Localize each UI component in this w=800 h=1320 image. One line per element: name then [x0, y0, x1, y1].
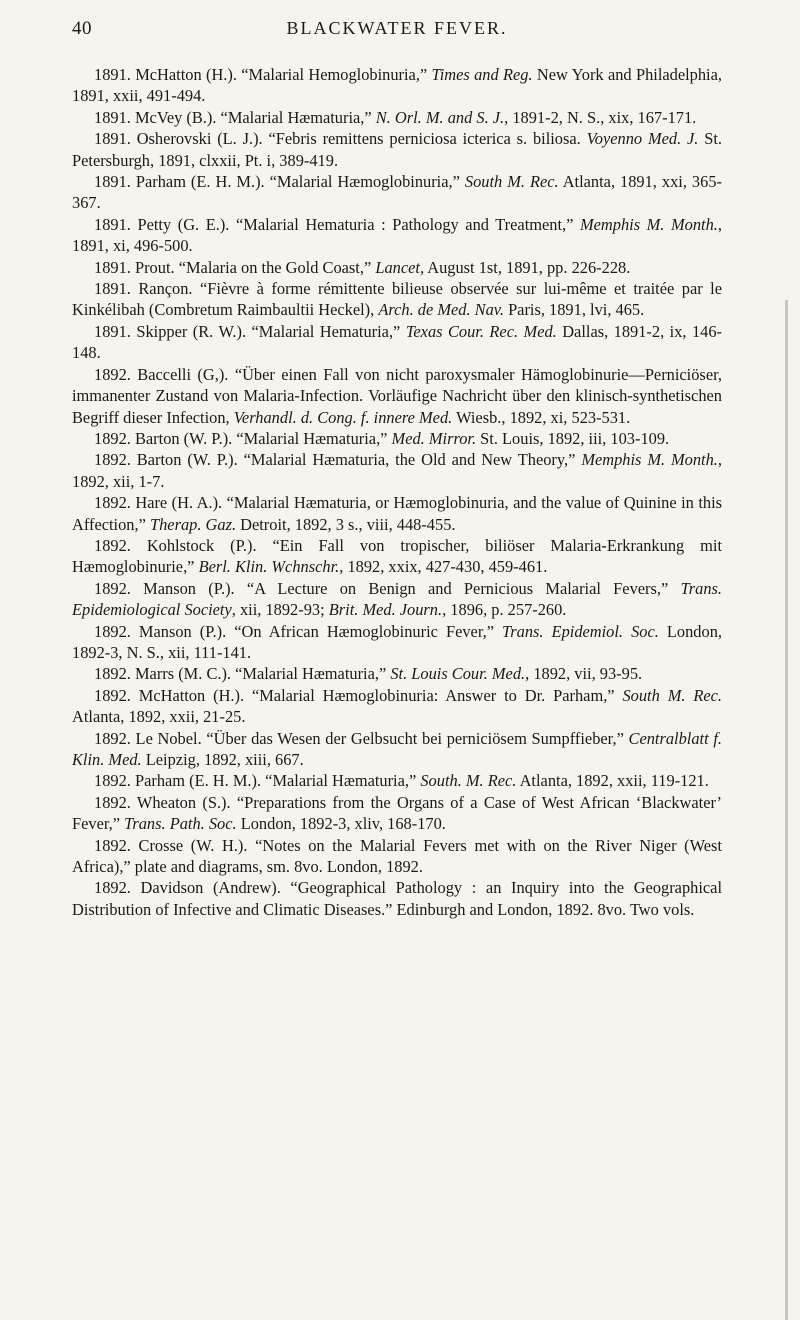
bibliography-entry: [72, 257, 722, 278]
bibliography-entry: [72, 770, 722, 791]
bibliography-entry: [72, 877, 722, 920]
entry-text: 1892. Manson (P.). “On African Hæmoglobinuric Fever,”: [94, 621, 503, 641]
entry-text: 1891. McHatton (H.). “Malarial Hemoglobinuria,”: [94, 65, 432, 84]
entry-text: 1892. Davidson (Andrew). “Geographical Pathology : an Inquiry into the Geographical Distribution of Infective and Climatic Diseases.” Edinburgh and London, 1892. 8vo. Two vols.: [72, 878, 722, 919]
entry-text: 1892. McHatton (H.). “Malarial Hæmoglobinuria: Answer to Dr. Parham,”: [94, 685, 623, 705]
journal-title: Texas Cour. Rec. Med.: [405, 321, 557, 341]
bibliography-entry: [72, 663, 722, 684]
entry-text: , 1891-2, N. S., xix, 167-171.: [504, 107, 697, 127]
journal-title: Trans. Path. Soc.: [124, 814, 237, 834]
journal-title: Trans. Epidemiological Society: [72, 578, 722, 620]
entry-text: 1892. Crosse (W. H.). “Notes on the Malarial Fevers met with on the River Niger (West Africa),” plate and diagrams, sm. 8vo. London, 1892.: [72, 835, 722, 877]
entry-text: Dallas, 1891-2, ix, 146-148.: [72, 321, 722, 363]
entry-text: 1892. Wheaton (S.). “Preparations from the Organs of a Case of West African ‘Blackwater’ Fever,”: [72, 792, 722, 834]
entry-text: London, 1892-3, xliv, 168-170.: [236, 814, 446, 834]
entry-text: 1892. Parham (E. H. M.). “Malarial Hæmaturia,”: [94, 771, 421, 791]
entry-text: Paris, 1891, lvi, 465.: [503, 300, 645, 320]
journal-title: Verhandl. d. Cong. f. innere Med.: [233, 407, 453, 427]
journal-title: South. M. Rec.: [420, 771, 517, 791]
journal-title: Lancet,: [375, 257, 425, 277]
journal-title: Therap. Gaz.: [149, 514, 237, 534]
entry-text: London, 1892-3, N. S., xii, 111-141.: [72, 621, 722, 662]
journal-title: South M. Rec.: [622, 685, 722, 705]
entry-text: 1892. Le Nobel. “Über das Wesen der Gelbsucht bei perniciösem Sumpffieber,”: [94, 728, 629, 748]
bibliography-entry: [72, 835, 722, 878]
entry-text: 1892. Barton (W. P.). “Malarial Hæmaturia, the Old and New Theory,”: [94, 450, 582, 470]
entry-text: , xii, 1892-93;: [231, 600, 329, 620]
entry-text: Detroit, 1892, 3 s., viii, 448-455.: [236, 514, 456, 534]
journal-title: St. Louis Cour. Med.: [390, 664, 526, 684]
bibliography-entry: [72, 171, 722, 214]
entry-text: 1891. Parham (E. H. M.). “Malarial Hæmoglobinuria,”: [94, 172, 465, 192]
entry-text: , 1892, xii, 1-7.: [72, 450, 722, 491]
journal-title: N. Orl. M. and S. J.: [375, 107, 505, 127]
bibliography-entry: [72, 64, 722, 107]
journal-title: Times and Reg.: [431, 65, 533, 84]
page-number: 40: [72, 18, 92, 39]
journal-title: Berl. Klin. Wchnschr.: [198, 557, 340, 577]
bibliography-entry: [72, 578, 722, 621]
entry-text: 1891. Rançon. “Fièvre à forme rémittente bilieuse observée sur lui-même et traitée par le Kinkélibah (Combretum Raimbaultii Heckel),: [72, 279, 722, 320]
entry-text: , 1896, p. 257-260.: [442, 600, 567, 620]
entry-text: St. Petersburgh, 1891, clxxii, Pt. i, 389-419.: [72, 129, 722, 170]
entry-text: 1892. Baccelli (G,). “Über einen Fall von nicht paroxysmaler Hämoglobinurie—Perniciöser, immanenter Zustand von Malaria-Infection. Vorläufige Nachricht über den klinisch-synthetischen Begriff dieser Infection,: [72, 364, 722, 427]
entry-text: 1892. Hare (H. A.). “Malarial Hæmaturia, or Hæmoglobinuria, and the value of Quinine in this Affection,”: [72, 493, 722, 534]
entry-text: Wiesb., 1892, xi, 523-531.: [452, 407, 631, 427]
entry-text: Atlanta, 1892, xxii, 21-25.: [72, 707, 246, 727]
bibliography-entry: [72, 449, 722, 492]
journal-title: Memphis M. Month.: [581, 450, 718, 470]
entry-text: , 1892, xxix, 427-430, 459-461.: [339, 557, 548, 577]
bibliography-entry: [72, 321, 722, 364]
entry-text: St. Louis, 1892, iii, 103-109.: [476, 428, 670, 448]
entry-text: 1892. Barton (W. P.). “Malarial Hæmaturia,”: [94, 428, 392, 448]
entry-text: 1892. Kohlstock (P.). “Ein Fall von tropischer, biliöser Malaria-Erkrankung mit Hæmoglobinurie,”: [72, 535, 722, 577]
bibliography-entry: [72, 621, 722, 664]
running-title: BLACKWATER FEVER.: [286, 18, 508, 38]
entry-text: New York and Philadelphia, 1891, xxii, 491-494.: [72, 65, 722, 106]
bibliography-entry: [72, 685, 722, 728]
entry-text: Leipzig, 1892, xiii, 667.: [141, 750, 304, 769]
bibliography-entry: [72, 107, 722, 128]
entry-text: Atlanta, 1891, xxi, 365-367.: [72, 172, 722, 213]
bibliography-entry: [72, 728, 722, 771]
journal-title: Arch. de Med. Nav.: [378, 300, 504, 320]
entry-text: 1891. Prout. “Malaria on the Gold Coast,”: [94, 257, 376, 277]
entry-text: 1891. Osherovski (L. J.). “Febris remittens perniciosa icterica s. biliosa.: [94, 129, 587, 149]
bibliography-list: [72, 64, 722, 920]
bibliography-entry: [72, 128, 722, 171]
bibliography-entry: [72, 492, 722, 535]
entry-text: 1892. Manson (P.). “A Lecture on Benign and Pernicious Malarial Fevers,”: [94, 578, 681, 598]
journal-title: Trans. Epidemiol. Soc.: [502, 621, 659, 641]
entry-text: 1892. Marrs (M. C.). “Malarial Hæmaturia,”: [94, 664, 391, 684]
page-header: [72, 18, 722, 48]
journal-title: Brit. Med. Journ.: [328, 600, 443, 620]
entry-text: 1891. Petty (G. E.). “Malarial Hematuria : Pathology and Treatment,”: [94, 214, 580, 234]
bibliography-entry: [72, 278, 722, 321]
entry-text: 1891. McVey (B.). “Malarial Hæmaturia,”: [94, 107, 376, 127]
entry-text: August 1st, 1891, pp. 226-228.: [424, 257, 631, 277]
journal-title: Voyenno Med. J.: [586, 129, 699, 149]
bibliography-entry: [72, 214, 722, 257]
bibliography-entry: [72, 535, 722, 578]
bibliography-entry: [72, 792, 722, 835]
entry-text: Atlanta, 1892, xxii, 119-121.: [516, 771, 709, 791]
journal-title: Memphis M. Month.: [579, 214, 718, 234]
page-edge-shadow: [785, 300, 788, 1320]
journal-title: South M. Rec.: [464, 172, 559, 192]
journal-title: Med. Mirror.: [391, 428, 477, 448]
entry-text: 1891. Skipper (R. W.). “Malarial Hematuria,”: [94, 321, 406, 341]
entry-text: , 1891, xi, 496-500.: [72, 214, 722, 256]
bibliography-entry: [72, 428, 722, 449]
entry-text: , 1892, vii, 93-95.: [525, 664, 643, 684]
journal-title: Centralblatt f. Klin. Med.: [72, 728, 722, 769]
bibliography-entry: [72, 364, 722, 428]
